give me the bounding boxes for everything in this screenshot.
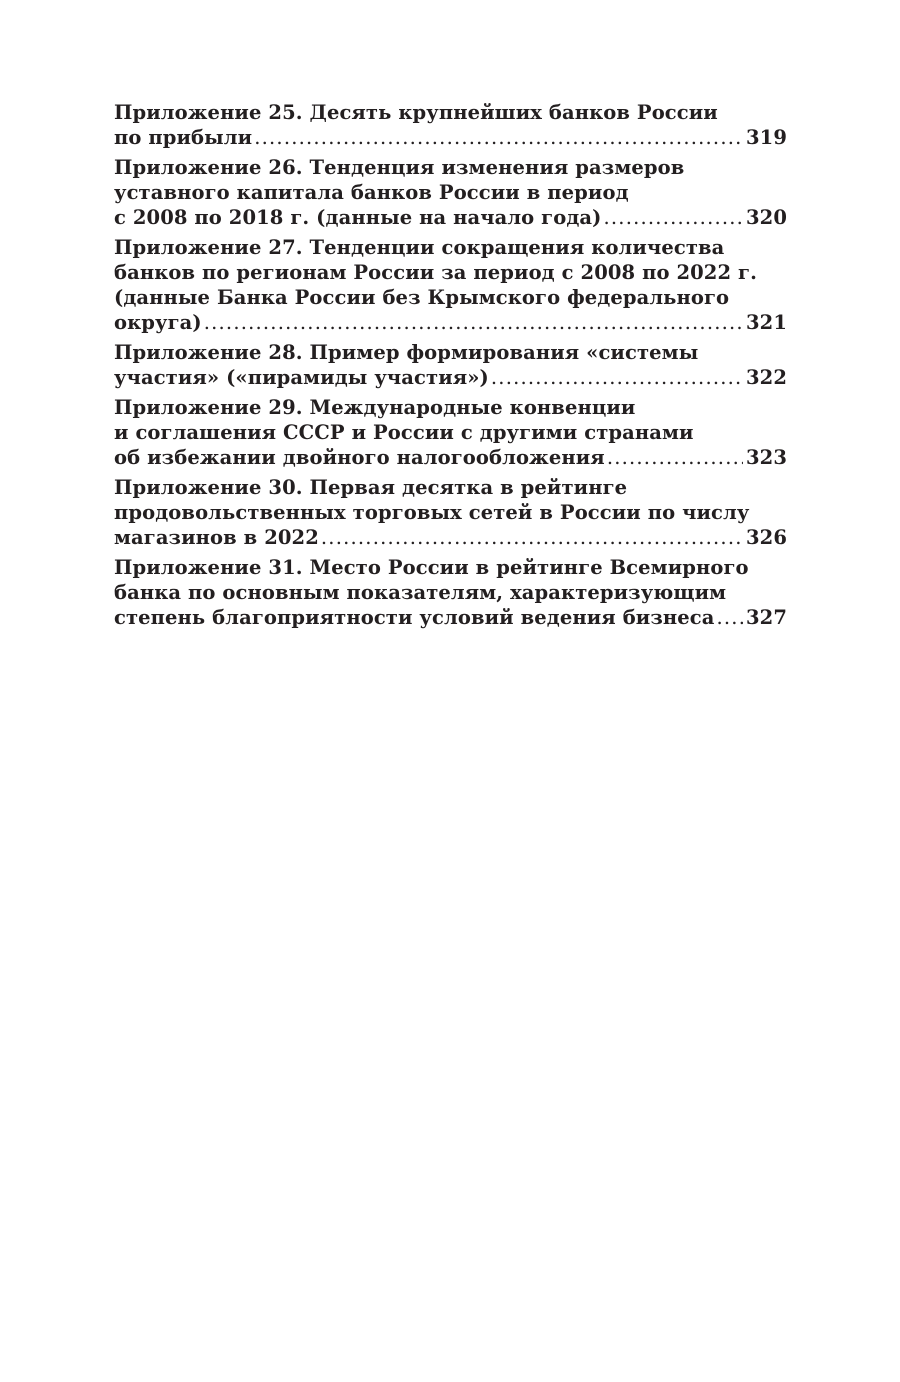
toc-entry-title-line: продовольственных торговых сетей в России по числу [114,501,750,524]
toc-entry-title-line: и соглашения СССР и России с другими странами [114,421,694,444]
toc-entry-title-line: Приложение 28. Пример формирования «системы [114,341,699,364]
toc-entry-title-line: Приложение 30. Первая десятка в рейтинге [114,476,628,499]
toc-entry-title-line: Приложение 29. Международные конвенции [114,396,636,419]
toc-entry-appendix-30[interactable] [114,475,787,550]
toc-page-number: 321 [745,311,787,334]
toc-entry-title-end: магазинов в 2022 [114,526,319,549]
toc-entry-appendix-25[interactable] [114,100,787,150]
toc-entry-title-end: по прибыли [114,126,253,149]
toc-page-number: 320 [745,206,787,229]
table-of-contents [114,100,787,635]
dot-leader [321,525,743,550]
toc-entry-title-line: Приложение 26. Тенденция изменения размеров [114,156,685,179]
toc-page-number: 327 [745,606,787,629]
toc-page-number: 322 [745,366,787,389]
toc-entry-title-end: округа) [114,311,202,334]
toc-entry-title-end: участия» («пирамиды участия») [114,366,489,389]
toc-entry-title-end: об избежании двойного налогообложения [114,446,605,469]
toc-entry-last-line [114,125,787,150]
toc-entry-appendix-29[interactable] [114,395,787,470]
toc-entry-title-line: банков по регионам России за период с 2008 по 2022 г. [114,261,757,284]
toc-entry-last-line [114,205,787,230]
toc-entry-title-line: уставного капитала банков России в период [114,181,629,204]
toc-entry-appendix-31[interactable] [114,555,787,630]
toc-entry-title-line: (данные Банка России без Крымского федерального [114,286,730,309]
toc-entry-appendix-28[interactable] [114,340,787,390]
toc-entry-title-line: Приложение 31. Место России в рейтинге Всемирного [114,556,749,579]
toc-entry-last-line [114,605,787,630]
dot-leader [717,605,743,630]
toc-entry-last-line [114,445,787,470]
toc-entry-appendix-26[interactable] [114,155,787,230]
toc-entry-last-line [114,310,787,335]
toc-entry-title-line: банка по основным показателям, характеризующим [114,581,727,604]
dot-leader [254,125,743,150]
toc-entry-title-end: с 2008 по 2018 г. (данные на начало года) [114,206,602,229]
dot-leader [491,365,743,390]
toc-entry-title-line: Приложение 25. Десять крупнейших банков России [114,101,718,124]
toc-page-number: 326 [745,526,787,549]
dot-leader [604,205,743,230]
toc-entry-last-line [114,365,787,390]
toc-entry-appendix-27[interactable] [114,235,787,335]
toc-entry-last-line [114,525,787,550]
dot-leader [607,445,743,470]
toc-page-number: 323 [745,446,787,469]
dot-leader [204,310,743,335]
toc-page-number: 319 [745,126,787,149]
toc-entry-title-end: степень благоприятности условий ведения бизнеса [114,606,715,629]
toc-entry-title-line: Приложение 27. Тенденции сокращения количества [114,236,725,259]
